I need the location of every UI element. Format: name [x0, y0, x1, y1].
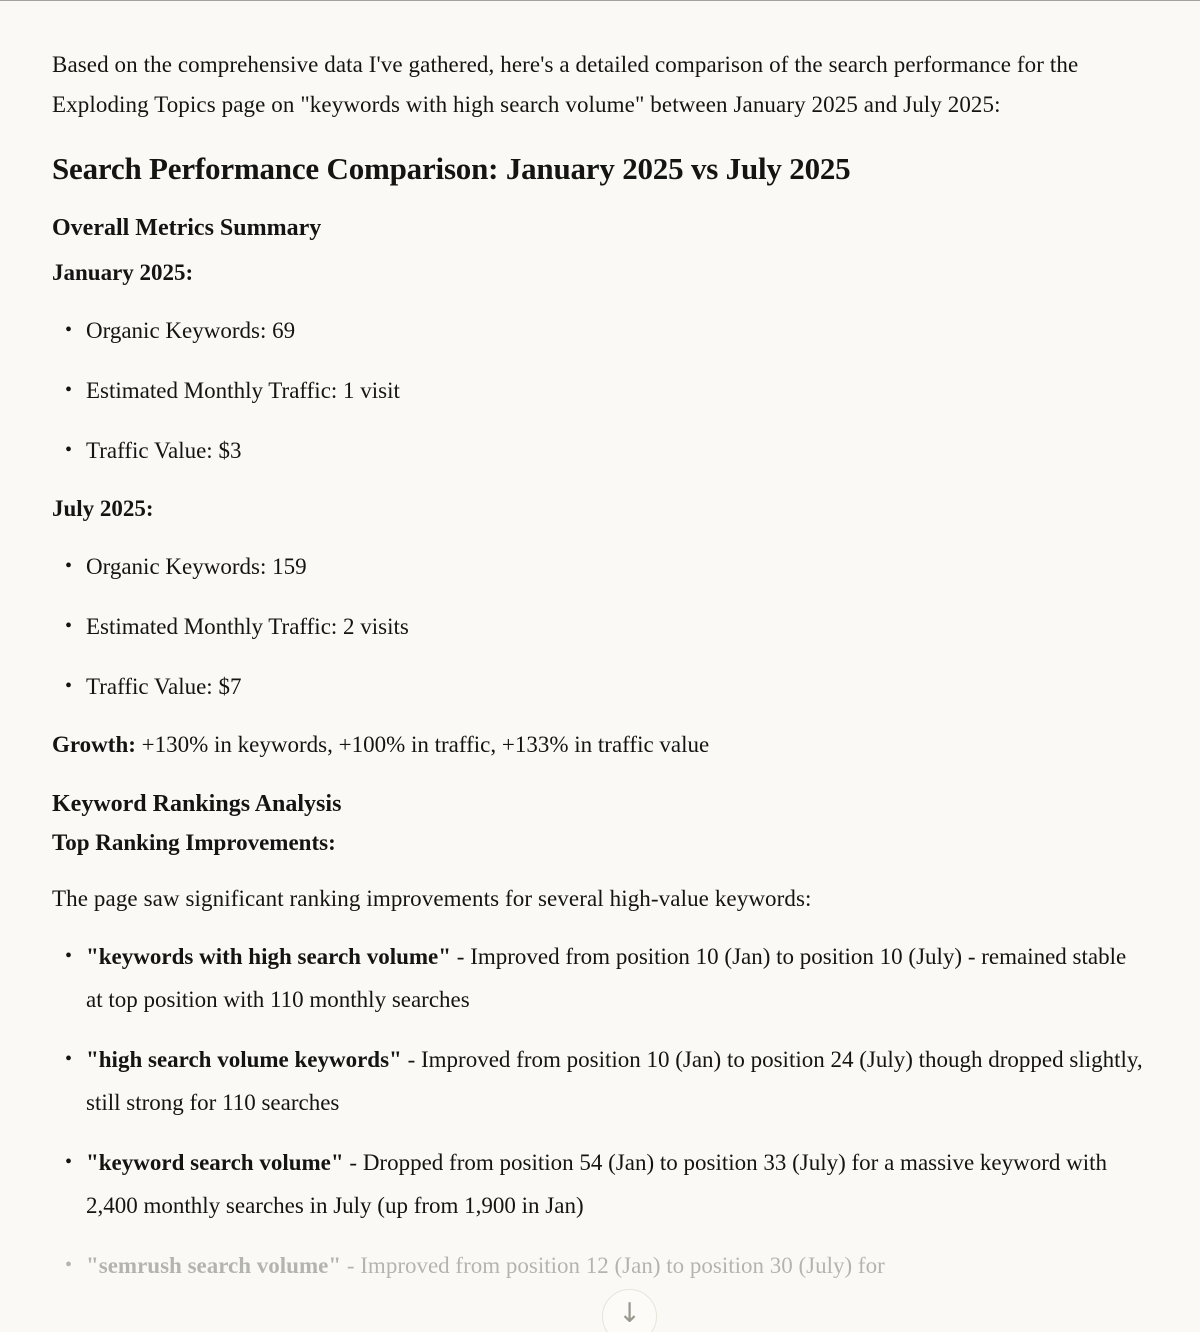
keyword-rankings-list — [52, 935, 1148, 1287]
top-ranking-improvements-label: Top Ranking Improvements: — [52, 830, 336, 855]
keyword-name: "high search volume keywords" — [86, 1047, 402, 1072]
list-item-text: Traffic Value: $7 — [86, 674, 242, 699]
keyword-name: "semrush search volume" — [86, 1253, 342, 1278]
list-item-text: Organic Keywords: 159 — [86, 554, 307, 579]
list-item — [65, 369, 1148, 412]
keyword-list-item — [65, 1141, 1148, 1227]
list-item — [65, 605, 1148, 648]
scroll-down-arrow-icon: ↓ — [618, 1298, 641, 1329]
january-metrics-list — [52, 309, 1148, 472]
list-item-text: Estimated Monthly Traffic: 1 visit — [86, 378, 400, 403]
keyword-description: - Improved from position 12 (Jan) to position 30 (July) for — [341, 1253, 885, 1278]
bullet-icon: • — [65, 1254, 73, 1276]
bullet-icon: • — [65, 1151, 73, 1173]
bullet-icon: • — [65, 675, 73, 697]
list-item-text: Organic Keywords: 69 — [86, 318, 296, 343]
keyword-description: - Improved from position 10 (Jan) to position 10 (July) - remained stable at top position with 110 monthly searches — [86, 944, 1127, 1012]
list-item-text: Estimated Monthly Traffic: 2 visits — [86, 614, 409, 639]
keyword-list-item — [65, 935, 1148, 1021]
list-item-text: Traffic Value: $3 — [86, 438, 242, 463]
intro-paragraph: Based on the comprehensive data I've gathered, here's a detailed comparison of the search performance for the Exploding Topics page on "keywords with high search volume" between January 2025 and July 2025: — [52, 52, 1079, 117]
growth-text: +130% in keywords, +100% in traffic, +133% in traffic value — [135, 732, 710, 757]
rankings-intro-paragraph: The page saw significant ranking improvements for several high-value keywords: — [52, 886, 812, 911]
growth-label: Growth: — [52, 732, 136, 757]
bullet-icon: • — [65, 945, 73, 967]
keyword-description: - Dropped from position 54 (Jan) to position 33 (July) for a massive keyword with 2,400 monthly searches in July (up from 1,900 in Jan) — [86, 1150, 1108, 1218]
bullet-icon: • — [65, 379, 73, 401]
keyword-list-item — [65, 1244, 1148, 1287]
list-item — [65, 545, 1148, 588]
list-item — [65, 309, 1148, 352]
growth-summary — [52, 725, 1148, 765]
bullet-icon: • — [65, 615, 73, 637]
scroll-to-bottom-button[interactable] — [602, 1289, 657, 1332]
bullet-icon: • — [65, 319, 73, 341]
bullet-icon: • — [65, 439, 73, 461]
bullet-icon: • — [65, 555, 73, 577]
main-heading: Search Performance Comparison: January 2025 vs July 2025 — [52, 151, 851, 186]
list-item — [65, 665, 1148, 708]
july-label: July 2025: — [52, 496, 154, 521]
keyword-name: "keywords with high search volume" — [86, 944, 452, 969]
keyword-list-item — [65, 1038, 1148, 1124]
chat-response-body — [0, 1, 1200, 1287]
bullet-icon: • — [65, 1048, 73, 1070]
january-label: January 2025: — [52, 260, 194, 285]
keyword-name: "keyword search volume" — [86, 1150, 344, 1175]
july-metrics-list — [52, 545, 1148, 708]
keyword-description: - Improved from position 10 (Jan) to position 24 (July) though dropped slightly, still strong for 110 searches — [86, 1047, 1143, 1115]
list-item — [65, 429, 1148, 472]
keyword-rankings-heading: Keyword Rankings Analysis — [52, 791, 342, 817]
overall-metrics-heading: Overall Metrics Summary — [52, 215, 322, 241]
